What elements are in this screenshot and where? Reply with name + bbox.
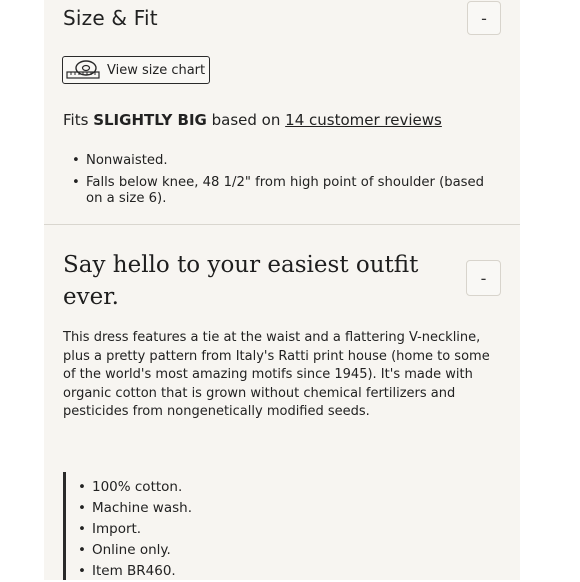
description-collapse-button[interactable] [466, 260, 501, 296]
product-headline: Say hello to your easiest outfit ever. [63, 252, 419, 310]
product-description: This dress features a tie at the waist and a flattering V-neckline, plus a pretty pattern from Italy's Ratti print house (home to some of the world's most amazing motifs since 1945). It's made with organic cotton that is grown without chemical fertilizers and pesticides from nongenetically modified seeds. [63, 330, 490, 419]
size-fit-collapse-button[interactable] [467, 1, 501, 35]
list-item: • Nonwaisted. [72, 153, 502, 169]
fit-details-list [72, 153, 502, 213]
size-fit-title: Size & Fit [63, 6, 158, 30]
section-divider [44, 224, 520, 225]
minus-icon: - [480, 268, 487, 288]
list-item: • Falls below knee, 48 1/2" from high point of shoulder (based on a size 6). [72, 175, 502, 207]
tape-measure-icon [65, 60, 101, 80]
fit-prefix: Fits [63, 111, 89, 129]
minus-icon: - [481, 8, 487, 28]
details-accent-bar [63, 472, 66, 580]
list-item: • 100% cotton. [78, 477, 192, 498]
list-item: • Online only. [78, 540, 192, 561]
product-details-list [78, 477, 192, 582]
fit-summary [63, 111, 442, 129]
list-item: • Item BR460. [78, 561, 192, 582]
fit-value: SLIGHTLY BIG [93, 111, 207, 129]
view-size-chart-label: View size chart [107, 62, 206, 78]
customer-reviews-link[interactable]: 14 customer reviews [285, 111, 442, 129]
fit-middle: based on [211, 111, 281, 129]
view-size-chart-button[interactable] [62, 56, 210, 84]
list-item: • Import. [78, 519, 192, 540]
list-item: • Machine wash. [78, 498, 192, 519]
